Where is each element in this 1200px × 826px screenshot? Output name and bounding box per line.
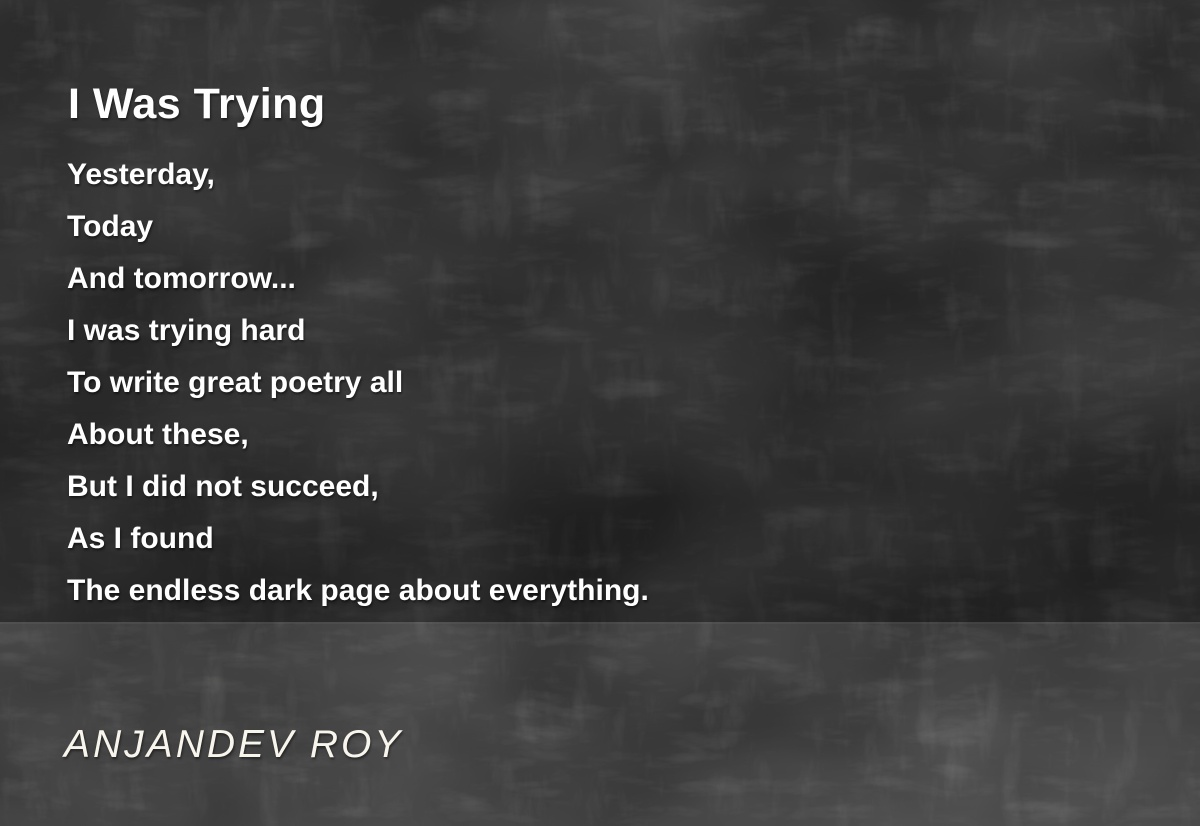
poem-title: I Was Trying (68, 79, 326, 128)
poem-line: As I found (67, 522, 214, 555)
poem-line: I was trying hard (67, 314, 306, 347)
poem-line: About these, (67, 418, 249, 451)
poem-line: But I did not succeed, (67, 470, 379, 503)
poem-body (67, 149, 649, 617)
poem-line: Today (67, 210, 154, 243)
poem-line: To write great poetry all (67, 366, 404, 399)
poem-line: And tomorrow... (67, 262, 296, 295)
poem-line: The endless dark page about everything. (67, 574, 649, 607)
poem-author: ANJANDEV ROY (64, 723, 404, 766)
poem-line: Yesterday, (67, 158, 215, 191)
